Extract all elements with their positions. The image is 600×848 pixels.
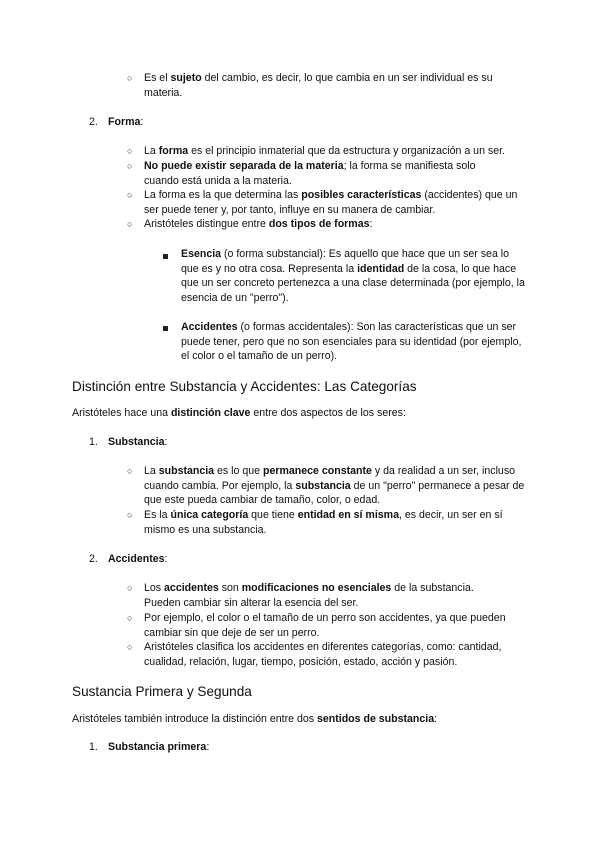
substancia-bullet-1: La substancia es lo que permanece constante y da realidad a un ser, incluso cuando cambia. Por ejemplo, la substancia de un "perro" permanece a pesar de que este pueda cambiar de tamaño, color, o edad. bbox=[144, 465, 525, 506]
list-number: 1. bbox=[89, 436, 98, 448]
substancia-heading: Substancia: bbox=[108, 436, 168, 448]
list-number: 1. bbox=[89, 741, 98, 753]
accidentes-bullet-3: Aristóteles clasifica los accidentes en diferentes categorías, como: cantidad, cualidad, relación, lugar, tiempo, posición, estado, acción y pasión. bbox=[144, 641, 502, 668]
sujeto-paragraph: Es el sujeto del cambio, es decir, lo que cambia en un ser individual es su materia. bbox=[144, 72, 493, 99]
hollow-bullet-icon: ○ bbox=[127, 161, 133, 171]
sustancia-intro: Aristóteles también introduce la distinción entre dos sentidos de substancia: bbox=[72, 713, 438, 725]
list-number: 2. bbox=[89, 116, 98, 128]
categorias-intro: Aristóteles hace una distinción clave entre dos aspectos de los seres: bbox=[72, 407, 406, 419]
list-number: 2. bbox=[89, 553, 98, 565]
hollow-bullet-icon: ○ bbox=[127, 190, 133, 200]
section-heading-categorias: Distinción entre Substancia y Accidentes: Las Categorías bbox=[72, 379, 417, 394]
square-bullet-icon bbox=[163, 254, 168, 259]
hollow-bullet-icon: ○ bbox=[127, 219, 133, 229]
forma-bullet-2: No puede existir separada de la materia; la forma se manifiesta solo cuando está unida a la materia. bbox=[144, 160, 476, 187]
hollow-bullet-icon: ○ bbox=[127, 466, 133, 476]
hollow-bullet-icon: ○ bbox=[127, 583, 133, 593]
hollow-bullet-icon: ○ bbox=[127, 642, 133, 652]
substancia-primera-heading: Substancia primera: bbox=[108, 741, 210, 753]
accidentes-bullet-1: Los accidentes son modificaciones no esenciales de la substancia. Pueden cambiar sin alterar la esencia del ser. bbox=[144, 582, 474, 609]
accidentes-bullet-2: Por ejemplo, el color o el tamaño de un perro son accidentes, ya que pueden cambiar sin que deje de ser un perro. bbox=[144, 612, 506, 639]
section-heading-sustancia: Sustancia Primera y Segunda bbox=[72, 684, 252, 699]
hollow-bullet-icon: ○ bbox=[127, 613, 133, 623]
esencia-paragraph: Esencia (o forma substancial): Es aquello que hace que un ser sea lo que es y no otra cosa. Representa la identidad de la cosa, lo que hace que un ser concreto pertenezca a una clase determinada (por ejemplo, la esencia de un "perro"). bbox=[181, 248, 525, 304]
forma-bullet-3: La forma es la que determina las posibles características (accidentes) que un ser puede tener y, por tanto, influye en su manera de cambiar. bbox=[144, 189, 518, 216]
accidentes-heading: Accidentes: bbox=[108, 553, 168, 565]
hollow-bullet-icon: ○ bbox=[127, 510, 133, 520]
forma-heading: Forma: bbox=[108, 116, 144, 128]
forma-bullet-1: La forma es el principio inmaterial que da estructura y organización a un ser. bbox=[144, 145, 505, 157]
square-bullet-icon bbox=[163, 326, 168, 331]
hollow-bullet-icon: ○ bbox=[127, 146, 133, 156]
substancia-bullet-2: Es la única categoría que tiene entidad en sí misma, es decir, un ser en sí mismo es una substancia. bbox=[144, 509, 503, 536]
hollow-bullet-icon: ○ bbox=[127, 73, 133, 83]
forma-bullet-4: Aristóteles distingue entre dos tipos de formas: bbox=[144, 218, 373, 230]
accidentes-forma-paragraph: Accidentes (o formas accidentales): Son las características que un ser puede tener, pero que no son esenciales para su identidad (por ejemplo, el color o el tamaño de un perro). bbox=[181, 321, 522, 362]
